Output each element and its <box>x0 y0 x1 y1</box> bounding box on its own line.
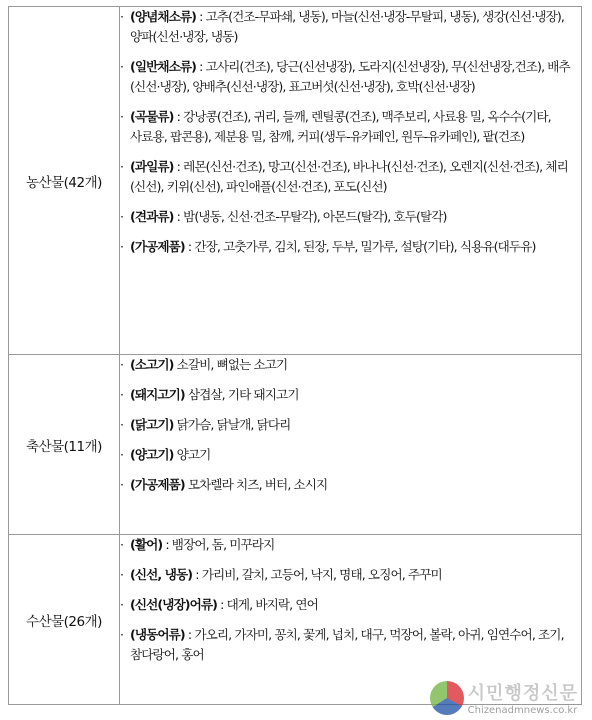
item-text: : 뱀장어, 돔, 미꾸라지 <box>162 537 275 552</box>
item-text: : 대게, 바지락, 연어 <box>217 597 318 612</box>
bullet: · <box>120 109 124 124</box>
item-text: : 가리비, 갈치, 고등어, 낙지, 명태, 오징어, 주꾸미 <box>192 567 442 582</box>
category-cell: 축산물(11개) <box>9 355 120 535</box>
watermark-text <box>468 679 578 716</box>
list-item <box>120 595 581 615</box>
item-text: : 강낭콩(건조), 귀리, 들깨, 렌틸콩(건조), 맥주보리, 사료용 밀, 옥수수(기타, 사료용, 팝콘용), 제분용 밀, 참깨, 커피(생두-유카페인, 원두-유카페인), 팥(건조) <box>130 109 551 144</box>
list-item <box>120 237 581 257</box>
item-label: (신선(냉장)어류) <box>130 597 218 612</box>
list-item <box>120 157 581 197</box>
newspaper-logo-icon <box>430 681 464 715</box>
item-text: : 가오리, 가자미, 꽁치, 꽃게, 넙치, 대구, 먹장어, 볼락, 아귀, 임연수어, 조기, 참다랑어, 홍어 <box>130 627 564 662</box>
item-label: (소고기) <box>130 357 174 372</box>
bullet: · <box>120 357 124 372</box>
bullet: · <box>120 159 124 174</box>
item-label: (가공제품) <box>130 477 185 492</box>
item-label: (신선, 냉동) <box>130 567 193 582</box>
bullet: · <box>120 477 124 492</box>
item-label: (가공제품) <box>130 239 185 254</box>
list-item <box>120 107 581 147</box>
item-label: (냉동어류) <box>130 627 185 642</box>
item-text: : 고사리(건조), 당근(신선냉장), 도라지(신선냉장), 무(신선냉장,건조), 배추(신선·냉장), 양배추(신선·냉장), 표고버섯(신선·냉장), 호박(신선·냉장) <box>130 59 570 94</box>
bullet: · <box>120 597 124 612</box>
items-cell <box>120 7 582 355</box>
bullet: · <box>120 447 124 462</box>
list-item <box>120 57 581 97</box>
list-item <box>120 7 581 47</box>
item-text: 닭가슴, 닭날개, 닭다리 <box>173 417 291 432</box>
bullet: · <box>120 59 124 74</box>
watermark <box>430 679 578 716</box>
list-item <box>120 207 581 227</box>
item-text: 양고기 <box>173 447 211 462</box>
category-cell: 수산물(26개) <box>9 535 120 705</box>
bullet: · <box>120 239 124 254</box>
item-label: (닭고기) <box>130 417 174 432</box>
item-text: 모차렐라 치즈, 버터, 소시지 <box>184 477 328 492</box>
table-row <box>9 355 582 535</box>
list-item <box>120 565 581 585</box>
item-label: (돼지고기) <box>130 387 185 402</box>
bullet: · <box>120 209 124 224</box>
list-item <box>120 355 581 375</box>
item-label: (과일류) <box>130 159 174 174</box>
item-text: : 간장, 고춧가루, 김치, 된장, 두부, 밀가루, 설탕(기타), 식용유(대두유) <box>184 239 536 254</box>
category-cell: 농산물(42개) <box>9 7 120 355</box>
commodity-table <box>8 6 582 705</box>
item-text: 삼겹살, 기타 돼지고기 <box>184 387 299 402</box>
item-text: : 고추(건조-무파쇄, 냉동), 마늘(신선·냉장-무탈피, 냉동), 생강(신선·냉장), 양파(신선·냉장, 냉동) <box>130 9 565 44</box>
item-text: : 밤(냉동, 신선·건조-무탈각), 아몬드(탈각), 호두(탈각) <box>173 209 447 224</box>
bullet: · <box>120 537 124 552</box>
list-item <box>120 445 581 465</box>
list-item <box>120 415 581 435</box>
items-cell <box>120 355 582 535</box>
item-label: (활어) <box>130 537 163 552</box>
bullet: · <box>120 417 124 432</box>
item-label: (견과류) <box>130 209 174 224</box>
item-text: 소갈비, 뼈없는 소고기 <box>173 357 288 372</box>
bullet: · <box>120 627 124 642</box>
item-label: (곡물류) <box>130 109 174 124</box>
list-item <box>120 625 581 665</box>
list-item <box>120 385 581 405</box>
item-label: (일반채소류) <box>130 59 197 74</box>
table-row <box>9 7 582 355</box>
item-text: : 레몬(신선·건조), 망고(신선·건조), 바나나(신선·건조), 오렌지(신선·건조), 체리(신선), 키위(신선), 파인애플(신선·건조), 포도(신선) <box>130 159 568 194</box>
watermark-url: Chizenadmnews.co.kr <box>467 705 578 716</box>
list-item <box>120 535 581 555</box>
bullet: · <box>120 567 124 582</box>
list-item <box>120 475 581 495</box>
bullet: · <box>120 9 124 24</box>
watermark-name: 시민행정신문 <box>467 683 578 704</box>
item-label: (양념채소류) <box>130 9 197 24</box>
bullet: · <box>120 387 124 402</box>
item-label: (양고기) <box>130 447 174 462</box>
